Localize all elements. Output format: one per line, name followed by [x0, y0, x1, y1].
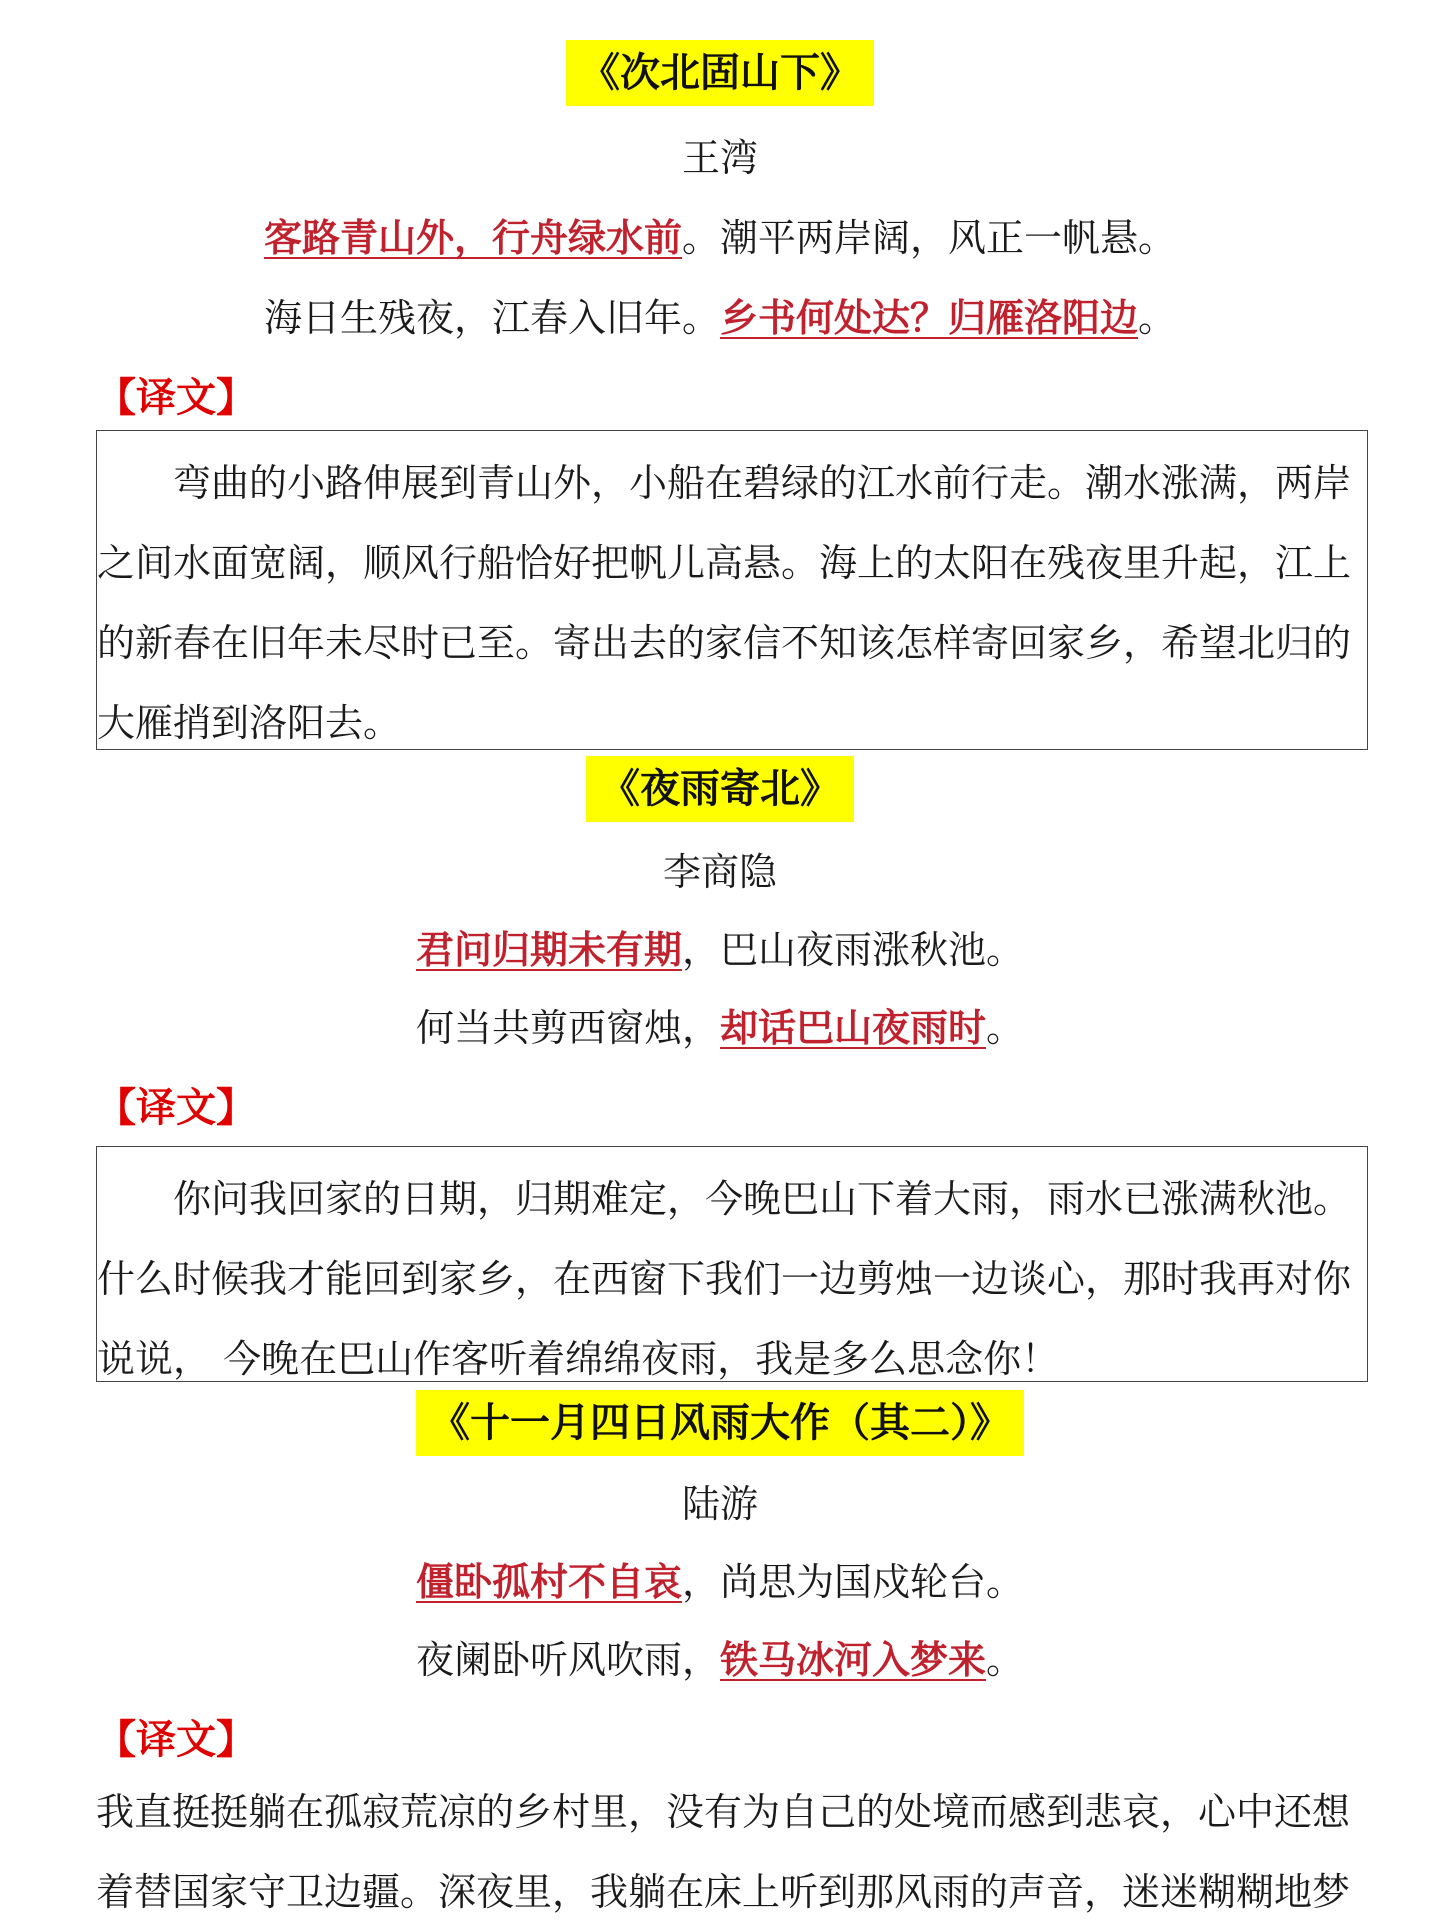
- poem-3-verse-2: [0, 1632, 1440, 1688]
- poem-1-verse-2-highlight: 乡书何处达？归雁洛阳边: [719, 296, 1138, 340]
- poem-3-verse-2-end: 。: [986, 1638, 1025, 1682]
- poem-3-author: 陆游: [681, 1482, 758, 1526]
- poem-1-title: 《次北固山下》: [566, 40, 874, 106]
- poem-1-verse-1-highlight: 客路青山外，行舟绿水前: [263, 216, 682, 260]
- poem-3-translation-label: 【译文】: [96, 1717, 256, 1763]
- poem-1-translation-label: 【译文】: [96, 375, 256, 421]
- poem-1-verse-2-pre: 海日生残夜，江春入旧年。: [263, 296, 720, 340]
- poem-3-translation-text: 我直挺挺躺在孤寂荒凉的乡村里，没有为自己的处境而感到悲哀，心中还想着替国家守卫边疆。深夜里，我躺在床上听到那风雨的声音，迷迷糊糊地梦: [96, 1790, 1351, 1914]
- poem-2-verse-2-highlight: 却话巴山夜雨时: [719, 1006, 986, 1050]
- poem-1-verse-2-end: 。: [1138, 296, 1177, 340]
- poem-2-verse-2-pre: 何当共剪西窗烛，: [415, 1006, 720, 1050]
- poem-2-author: 李商隐: [662, 850, 777, 894]
- poem-2-verse-1-rest: ，巴山夜雨涨秋池。: [682, 928, 1025, 972]
- poem-1-translation-text: 弯曲的小路伸展到青山外，小船在碧绿的江水前行走。潮水涨满，两岸之间水面宽阔，顺风行船恰好把帆儿高悬。海上的太阳在残夜里升起，江上的新春在旧年未尽时已至。寄出去的家信不知该怎样寄回家乡，希望北归的大雁捎到洛阳去。: [97, 461, 1352, 745]
- poem-1-verse-1: [0, 210, 1440, 266]
- poem-3-verse-1: [0, 1554, 1440, 1610]
- poem-1-verse-1-rest: 。潮平两岸阔，风正一帆悬。: [682, 216, 1177, 260]
- poem-3-title-row: [0, 1390, 1440, 1456]
- poem-3-verse-1-highlight: 僵卧孤村不自哀: [415, 1560, 682, 1604]
- poem-1-translation-box: [96, 430, 1368, 750]
- poem-2-translation-text: 你问我回家的日期，归期难定，今晚巴山下着大雨，雨水已涨满秋池。什么时候我才能回到家乡，在西窗下我们一边剪烛一边谈心，那时我再对你说说， 今晚在巴山作客听着绵绵夜雨，我是多么思念你！: [97, 1177, 1352, 1381]
- poem-2-title: 《夜雨寄北》: [586, 756, 854, 822]
- poem-2-translation-label: 【译文】: [96, 1085, 256, 1131]
- poem-2-verse-1: [0, 922, 1440, 978]
- poem-2-verse-2: [0, 1000, 1440, 1056]
- poem-1-verse-2: [0, 290, 1440, 346]
- poem-3-translation: [96, 1772, 1368, 1932]
- poem-1-title-row: [0, 40, 1440, 106]
- poem-2-verse-1-highlight: 君问归期未有期: [415, 928, 682, 972]
- poem-2-verse-2-end: 。: [986, 1006, 1025, 1050]
- poem-3-title: 《十一月四日风雨大作（其二）》: [416, 1390, 1024, 1456]
- poem-1-author: 王湾: [681, 136, 758, 180]
- poem-3-verse-2-pre: 夜阑卧听风吹雨，: [415, 1638, 720, 1682]
- poem-2-translation-box: [96, 1146, 1368, 1382]
- poem-3-verse-1-rest: ，尚思为国戍轮台。: [682, 1560, 1025, 1604]
- poem-2-title-row: [0, 756, 1440, 822]
- poem-3-verse-2-highlight: 铁马冰河入梦来: [719, 1638, 986, 1682]
